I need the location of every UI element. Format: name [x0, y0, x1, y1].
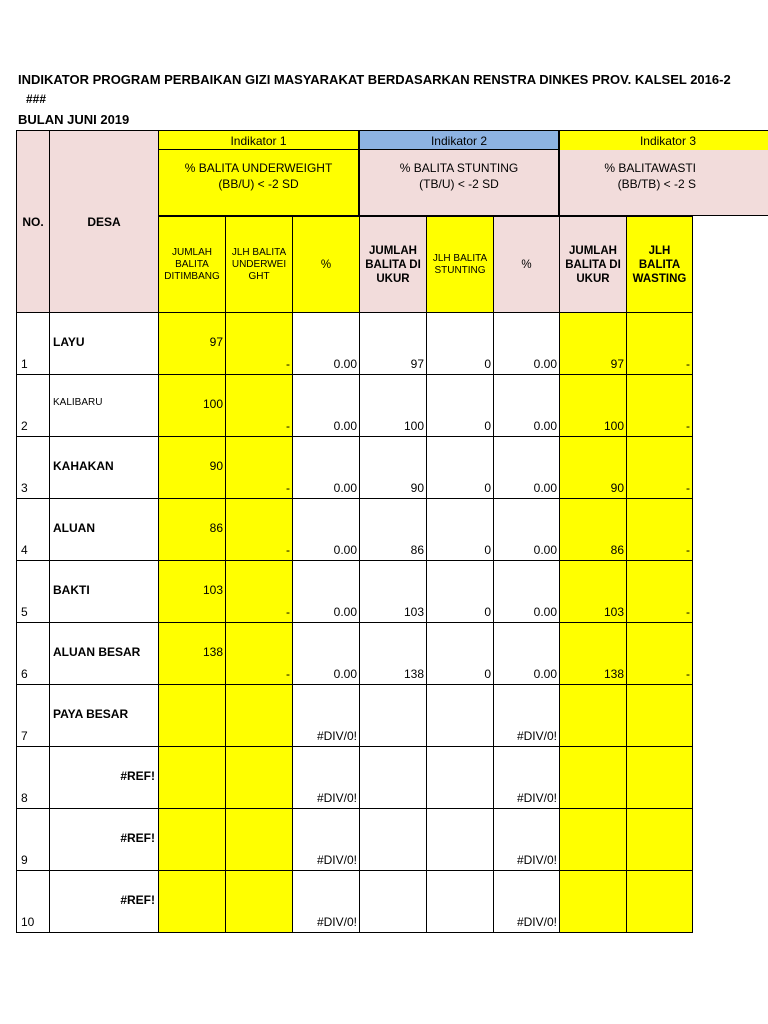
cell-desa: ALUAN BESAR	[50, 623, 159, 685]
cell-desa: LAYU	[50, 313, 159, 375]
cell-c7	[560, 685, 627, 747]
cell-c1: 90	[159, 437, 226, 499]
cell-no: 2	[17, 375, 50, 437]
cell-c4: 86	[360, 499, 427, 561]
cell-c1	[159, 871, 226, 933]
cell-c3: #DIV/0!	[293, 809, 360, 871]
cell-c6: 0.00	[494, 561, 560, 623]
table-row	[17, 313, 693, 375]
col-jumlah-ditimbang: JUMLAH BALITA DITIMBANG	[159, 217, 226, 313]
cell-c3: 0.00	[293, 375, 360, 437]
cell-c7: 97	[560, 313, 627, 375]
cell-c6: 0.00	[494, 375, 560, 437]
cell-no: 6	[17, 623, 50, 685]
cell-c5	[427, 809, 494, 871]
cell-c3: 0.00	[293, 561, 360, 623]
cell-c5: 0	[427, 499, 494, 561]
cell-c4: 90	[360, 437, 427, 499]
cell-c4	[360, 747, 427, 809]
cell-c8	[627, 809, 693, 871]
indicator-3-header: Indikator 3	[559, 130, 768, 150]
cell-c8: -	[627, 313, 693, 375]
cell-c2: -	[226, 623, 293, 685]
cell-c2: -	[226, 499, 293, 561]
cell-c5: 0	[427, 313, 494, 375]
cell-c6: 0.00	[494, 437, 560, 499]
cell-c3: 0.00	[293, 623, 360, 685]
cell-c8: -	[627, 499, 693, 561]
cell-no: 5	[17, 561, 50, 623]
cell-c4	[360, 871, 427, 933]
cell-c4: 100	[360, 375, 427, 437]
cell-c7: 138	[560, 623, 627, 685]
cell-desa: #REF!	[50, 747, 159, 809]
subtitle-hash: ###	[26, 92, 47, 106]
cell-c8	[627, 871, 693, 933]
cell-c5: 0	[427, 375, 494, 437]
cell-c5: 0	[427, 561, 494, 623]
indicator-3-desc: % BALITAWASTI (BB/TB) < -2 S	[559, 150, 768, 216]
cell-desa: #REF!	[50, 871, 159, 933]
table-row	[17, 375, 693, 437]
cell-c2	[226, 685, 293, 747]
cell-c6: #DIV/0!	[494, 747, 560, 809]
table-row	[17, 809, 693, 871]
page-title: INDIKATOR PROGRAM PERBAIKAN GIZI MASYARAKAT BERDASARKAN RENSTRA DINKES PROV. KALSEL 2016-2	[18, 72, 731, 87]
cell-c5	[427, 871, 494, 933]
cell-c2	[226, 871, 293, 933]
header-no: NO.	[17, 131, 50, 313]
col-jlh-wasting: JLH BALITA WASTING	[627, 217, 693, 313]
indicator-2-header: Indikator 2	[359, 130, 559, 150]
table-row	[17, 747, 693, 809]
cell-c7: 86	[560, 499, 627, 561]
col-jumlah-diukur-1: JUMLAH BALITA DI UKUR	[360, 217, 427, 313]
cell-c2: -	[226, 561, 293, 623]
cell-c7: 100	[560, 375, 627, 437]
cell-c1: 97	[159, 313, 226, 375]
cell-no: 7	[17, 685, 50, 747]
cell-desa: KAHAKAN	[50, 437, 159, 499]
indicator-2-desc: % BALITA STUNTING (TB/U) < -2 SD	[359, 150, 559, 216]
indicator-1-desc: % BALITA UNDERWEIGHT (BB/U) < -2 SD	[158, 150, 359, 216]
cell-no: 1	[17, 313, 50, 375]
cell-no: 9	[17, 809, 50, 871]
cell-c1: 103	[159, 561, 226, 623]
cell-c3: #DIV/0!	[293, 685, 360, 747]
cell-c4: 138	[360, 623, 427, 685]
col-jumlah-diukur-2: JUMLAH BALITA DI UKUR	[560, 217, 627, 313]
cell-c8	[627, 685, 693, 747]
cell-c1: 138	[159, 623, 226, 685]
cell-no: 10	[17, 871, 50, 933]
cell-c8: -	[627, 623, 693, 685]
cell-no: 3	[17, 437, 50, 499]
cell-c8: -	[627, 561, 693, 623]
cell-c1: 86	[159, 499, 226, 561]
cell-c3: #DIV/0!	[293, 871, 360, 933]
period-label: BULAN JUNI 2019	[18, 112, 130, 127]
table-row	[17, 685, 693, 747]
cell-no: 8	[17, 747, 50, 809]
cell-c2: -	[226, 437, 293, 499]
cell-c4	[360, 809, 427, 871]
table-row	[17, 437, 693, 499]
col-jlh-underweight: JLH BALITA UNDERWEI GHT	[226, 217, 293, 313]
cell-c7	[560, 809, 627, 871]
cell-no: 4	[17, 499, 50, 561]
cell-c7: 90	[560, 437, 627, 499]
header-desa: DESA	[50, 131, 159, 313]
cell-c2	[226, 809, 293, 871]
cell-desa: ALUAN	[50, 499, 159, 561]
table-row	[17, 499, 693, 561]
cell-c7	[560, 747, 627, 809]
cell-c8	[627, 747, 693, 809]
col-pct-stunting: %	[494, 217, 560, 313]
cell-c5	[427, 747, 494, 809]
cell-c2: -	[226, 313, 293, 375]
indicator-1-header: Indikator 1	[158, 130, 359, 150]
cell-c6: 0.00	[494, 623, 560, 685]
cell-desa: KALIBARU	[50, 375, 159, 437]
cell-desa: #REF!	[50, 809, 159, 871]
table-row	[17, 871, 693, 933]
cell-c1	[159, 685, 226, 747]
cell-c6: #DIV/0!	[494, 809, 560, 871]
cell-c5	[427, 685, 494, 747]
cell-c3: 0.00	[293, 313, 360, 375]
table-row	[17, 561, 693, 623]
cell-c3: 0.00	[293, 499, 360, 561]
data-rows	[16, 312, 693, 933]
col-jlh-stunting: JLH BALITA STUNTING	[427, 217, 494, 313]
cell-c1: 100	[159, 375, 226, 437]
cell-c6: 0.00	[494, 313, 560, 375]
cell-c5: 0	[427, 437, 494, 499]
cell-c2: -	[226, 375, 293, 437]
cell-c7: 103	[560, 561, 627, 623]
cell-c6: #DIV/0!	[494, 871, 560, 933]
cell-c4	[360, 685, 427, 747]
cell-c8: -	[627, 375, 693, 437]
cell-c8: -	[627, 437, 693, 499]
cell-c5: 0	[427, 623, 494, 685]
cell-c3: #DIV/0!	[293, 747, 360, 809]
cell-c1	[159, 809, 226, 871]
cell-c6: 0.00	[494, 499, 560, 561]
cell-desa: PAYA BESAR	[50, 685, 159, 747]
cell-c4: 97	[360, 313, 427, 375]
col-pct-underweight: %	[293, 217, 360, 313]
cell-c1	[159, 747, 226, 809]
cell-c2	[226, 747, 293, 809]
cell-c3: 0.00	[293, 437, 360, 499]
table-row	[17, 623, 693, 685]
cell-c6: #DIV/0!	[494, 685, 560, 747]
cell-c4: 103	[360, 561, 427, 623]
cell-c7	[560, 871, 627, 933]
cell-desa: BAKTI	[50, 561, 159, 623]
